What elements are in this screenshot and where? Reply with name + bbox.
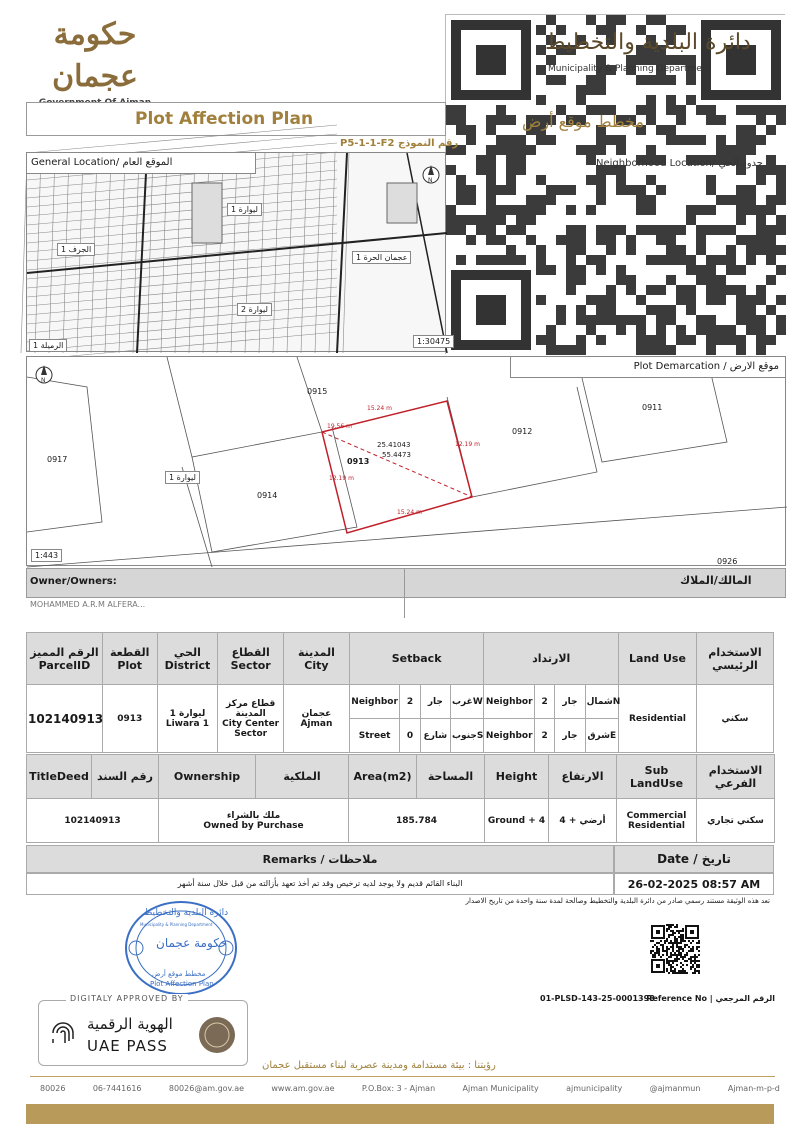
qr-code-small: [650, 924, 700, 974]
setback-direction: غربW: [451, 685, 484, 719]
setback-direction: جنوبS: [451, 719, 484, 753]
plot-number-0926: 0926: [717, 557, 738, 566]
municipality-emblem-icon: [197, 1015, 237, 1058]
header-area-ar: المساحة: [417, 755, 485, 799]
official-stamp: [122, 898, 240, 998]
stamp-title-ar: مخطط موقع أرض: [152, 970, 206, 978]
uae-pass-badge: [38, 1000, 248, 1066]
setback-type-ar: جار: [555, 685, 585, 719]
setback-type: Neighbor: [484, 685, 535, 719]
header-parcel: الرقم المميز ParcelID: [27, 633, 103, 685]
setback-value: 0: [400, 719, 420, 753]
dim-top: 15.24 m: [367, 405, 392, 412]
area-label-plot-map: ليوارة 1: [165, 471, 200, 484]
owner-divider: [404, 568, 405, 618]
setback-type: Neighbor: [484, 719, 535, 753]
setback-type-ar: جار: [420, 685, 450, 719]
header-titledeed: TitleDeed: [27, 755, 92, 799]
header-titledeed-ar: رقم السند: [92, 755, 159, 799]
dim-diagonal: 19.56 m: [327, 423, 352, 430]
plot-number-0915: 0915: [307, 387, 328, 396]
date-header: Date / تاريخ: [614, 845, 774, 873]
stamp-title-en: Plot Affection Plan: [150, 980, 214, 988]
north-arrow-icon: [422, 163, 440, 188]
plot-number-0914: 0914: [257, 491, 278, 500]
uae-pass-en: UAE PASS: [87, 1037, 168, 1055]
digital-approval-label: DIGITALY APPROVED BY: [66, 994, 188, 1003]
plot-demarcation-map: [26, 356, 786, 566]
header-setback-en: Setback: [349, 633, 484, 685]
page-title: Plot Affection Plan: [135, 109, 314, 129]
vision-statement: رؤيتنا : بيئة مستدامة ومدينة عصرية لبناء مستقبل عجمان: [262, 1060, 496, 1071]
titledeed-value: 102140913: [27, 799, 159, 843]
setback-value: 2: [400, 685, 420, 719]
city-value: عجمان Ajman: [284, 685, 350, 753]
landuse-en: Residential: [619, 685, 697, 753]
height-value-en: Ground + 4: [485, 799, 549, 843]
stamp-gov-ar: حكومة عجمان: [156, 936, 228, 950]
owner-row: [26, 568, 786, 598]
contact-twitter[interactable]: @ajmanmun: [649, 1084, 701, 1093]
plot-number-0917: 0917: [47, 455, 68, 464]
sector-value: قطاع مركز المدينة City Center Sector: [218, 685, 284, 753]
setback-value: 2: [535, 719, 555, 753]
contact-pobox: P.O.Box: 3 - Ajman: [361, 1084, 436, 1093]
footer-divider: [30, 1076, 775, 1077]
area-label-liwara1: ليوارة 1: [227, 203, 262, 216]
parcel-info-table: [26, 632, 774, 753]
government-logo: [30, 14, 160, 94]
svg-text:N: N: [41, 377, 46, 384]
setback-type-ar: شارع: [420, 719, 450, 753]
contact-phone-2[interactable]: 06-7441616: [92, 1084, 142, 1093]
stamp-dept-ar: دائرة البلدية والتخطيط: [144, 908, 229, 918]
issue-date: 26-02-2025 08:57 AM: [614, 873, 774, 895]
header-height: Height: [485, 755, 549, 799]
logo-arabic: حكومة عجمان: [52, 17, 138, 94]
header-ownership-ar: الملكية: [256, 755, 349, 799]
owner-label-en: Owner/Owners:: [30, 576, 117, 587]
header-sublanduse-ar: الاستخدام الفرعي: [697, 755, 775, 799]
setback-value: 2: [535, 685, 555, 719]
setback-type: Neighbor: [349, 685, 400, 719]
sublanduse-value-en: Commercial Residential: [617, 799, 697, 843]
header-area: Area(m2): [349, 755, 417, 799]
coordinate-lon: 55.4473: [382, 451, 411, 459]
department-name-english: Municipality & Planning Department: [548, 64, 712, 74]
header-sector: القطاع Sector: [218, 633, 284, 685]
north-arrow-icon: [35, 363, 53, 388]
neighborhood-location-label: Neighborhood Location/ حدود الحي: [596, 158, 763, 169]
remarks-text: البناء القائم قديم ولا يوجد لديه ترخيص وقد تم أخذ تعهد بأزالته من قبل خلال سنة أشهر: [26, 873, 614, 895]
plot-number: 0913: [102, 685, 157, 753]
owner-name: MOHAMMED A.R.M ALFERA...: [30, 600, 146, 609]
footer-decorative-band: [26, 1104, 774, 1124]
area-label-jurf: الجرف 1: [57, 243, 95, 256]
area-label-liwara2: ليوارة 2: [237, 303, 272, 316]
contact-facebook[interactable]: Ajman Municipality: [462, 1084, 539, 1093]
plot-number-0913: 0913: [347, 457, 370, 466]
reference-label: Reference No | الرقم المرجعي: [646, 994, 775, 1003]
qr-small-icon: [650, 924, 700, 974]
sublanduse-value-ar: سكني تجاري: [697, 799, 775, 843]
plot-number-0912: 0912: [512, 427, 533, 436]
header-district: الحي District: [157, 633, 218, 685]
header-landuse-en: Land Use: [619, 633, 697, 685]
property-info-table: [26, 754, 775, 843]
contact-bar: [40, 1084, 780, 1093]
watermark-title-arabic: مخطط موقع أرض: [522, 112, 644, 131]
header-ownership: Ownership: [159, 755, 256, 799]
fingerprint-icon: [47, 1015, 79, 1054]
stamp-dept-en: Municipality & Planning Department: [140, 922, 213, 927]
general-location-label: General Location/ الموقع العام: [26, 152, 256, 174]
contact-youtube[interactable]: Ajman-m-p-d: [727, 1084, 780, 1093]
setback-direction: شرقE: [585, 719, 618, 753]
plot-lines-icon: [27, 357, 787, 567]
parcel-id: 102140913: [27, 685, 103, 753]
header-city: المدينة City: [284, 633, 350, 685]
plot-map-scale: 1:443: [31, 549, 62, 562]
title-bar: [26, 102, 446, 136]
area-label-freezone: عجمان الحرة 1: [352, 251, 411, 264]
contact-instagram[interactable]: ajmunicipality: [566, 1084, 623, 1093]
header-landuse-ar: الاستخدام الرئيسي: [696, 633, 773, 685]
ownership-value: ملك بالشراء Owned by Purchase: [159, 799, 349, 843]
contact-email[interactable]: 80026@am.gov.ae: [168, 1084, 245, 1093]
setback-type-ar: جار: [555, 719, 585, 753]
map-scale: 1:30475: [413, 335, 454, 348]
reference-number: 01-PLSD-143-25-0001398: [540, 994, 655, 1003]
plot-demarcation-label: Plot Demarcation / موقع الارض: [510, 356, 786, 378]
contact-phone-1[interactable]: 80026: [40, 1084, 66, 1093]
coordinate-lat: 25.41043: [377, 441, 411, 449]
remarks-header: Remarks / ملاحظات: [26, 845, 614, 873]
header-plot: القطعة Plot: [102, 633, 157, 685]
dim-right: 12.19 m: [455, 441, 480, 448]
district-value: ليوارة 1 Liwara 1: [157, 685, 218, 753]
header-sublanduse: Sub LandUse: [617, 755, 697, 799]
header-height-ar: الارتفاع: [549, 755, 617, 799]
form-code: P5-1-1-F2 رقم النموذج: [340, 138, 459, 149]
height-value-ar: أرضي + 4: [549, 799, 617, 843]
owner-label-ar: المالك/الملاك: [680, 574, 752, 587]
uae-pass-ar: الهوية الرقمية: [87, 1015, 173, 1033]
dim-left: 12.19 m: [329, 475, 354, 482]
header-setback-ar: الارتداد: [484, 633, 619, 685]
validity-note: تعد هذه الوثيقة مستند رسمي صادر من دائرة البلدية والتخطيط وصالحة لمدة سنة واحدة من تاريخ الاصدار: [465, 897, 770, 905]
dim-bottom: 15.24 m: [397, 509, 422, 516]
plot-number-0911: 0911: [642, 403, 663, 412]
area-value: 185.784: [349, 799, 485, 843]
reference-row: [540, 994, 775, 1003]
landuse-ar: سكني: [696, 685, 773, 753]
setback-direction: شمالN: [585, 685, 618, 719]
setback-type: Street: [349, 719, 400, 753]
svg-text:N: N: [428, 177, 433, 184]
contact-website[interactable]: www.am.gov.ae: [271, 1084, 335, 1093]
area-label-rumaila: الرميلة 1: [29, 339, 67, 352]
general-location-map: [26, 152, 451, 352]
department-name-arabic: دائرة البلدية والتخطيط: [545, 30, 751, 55]
